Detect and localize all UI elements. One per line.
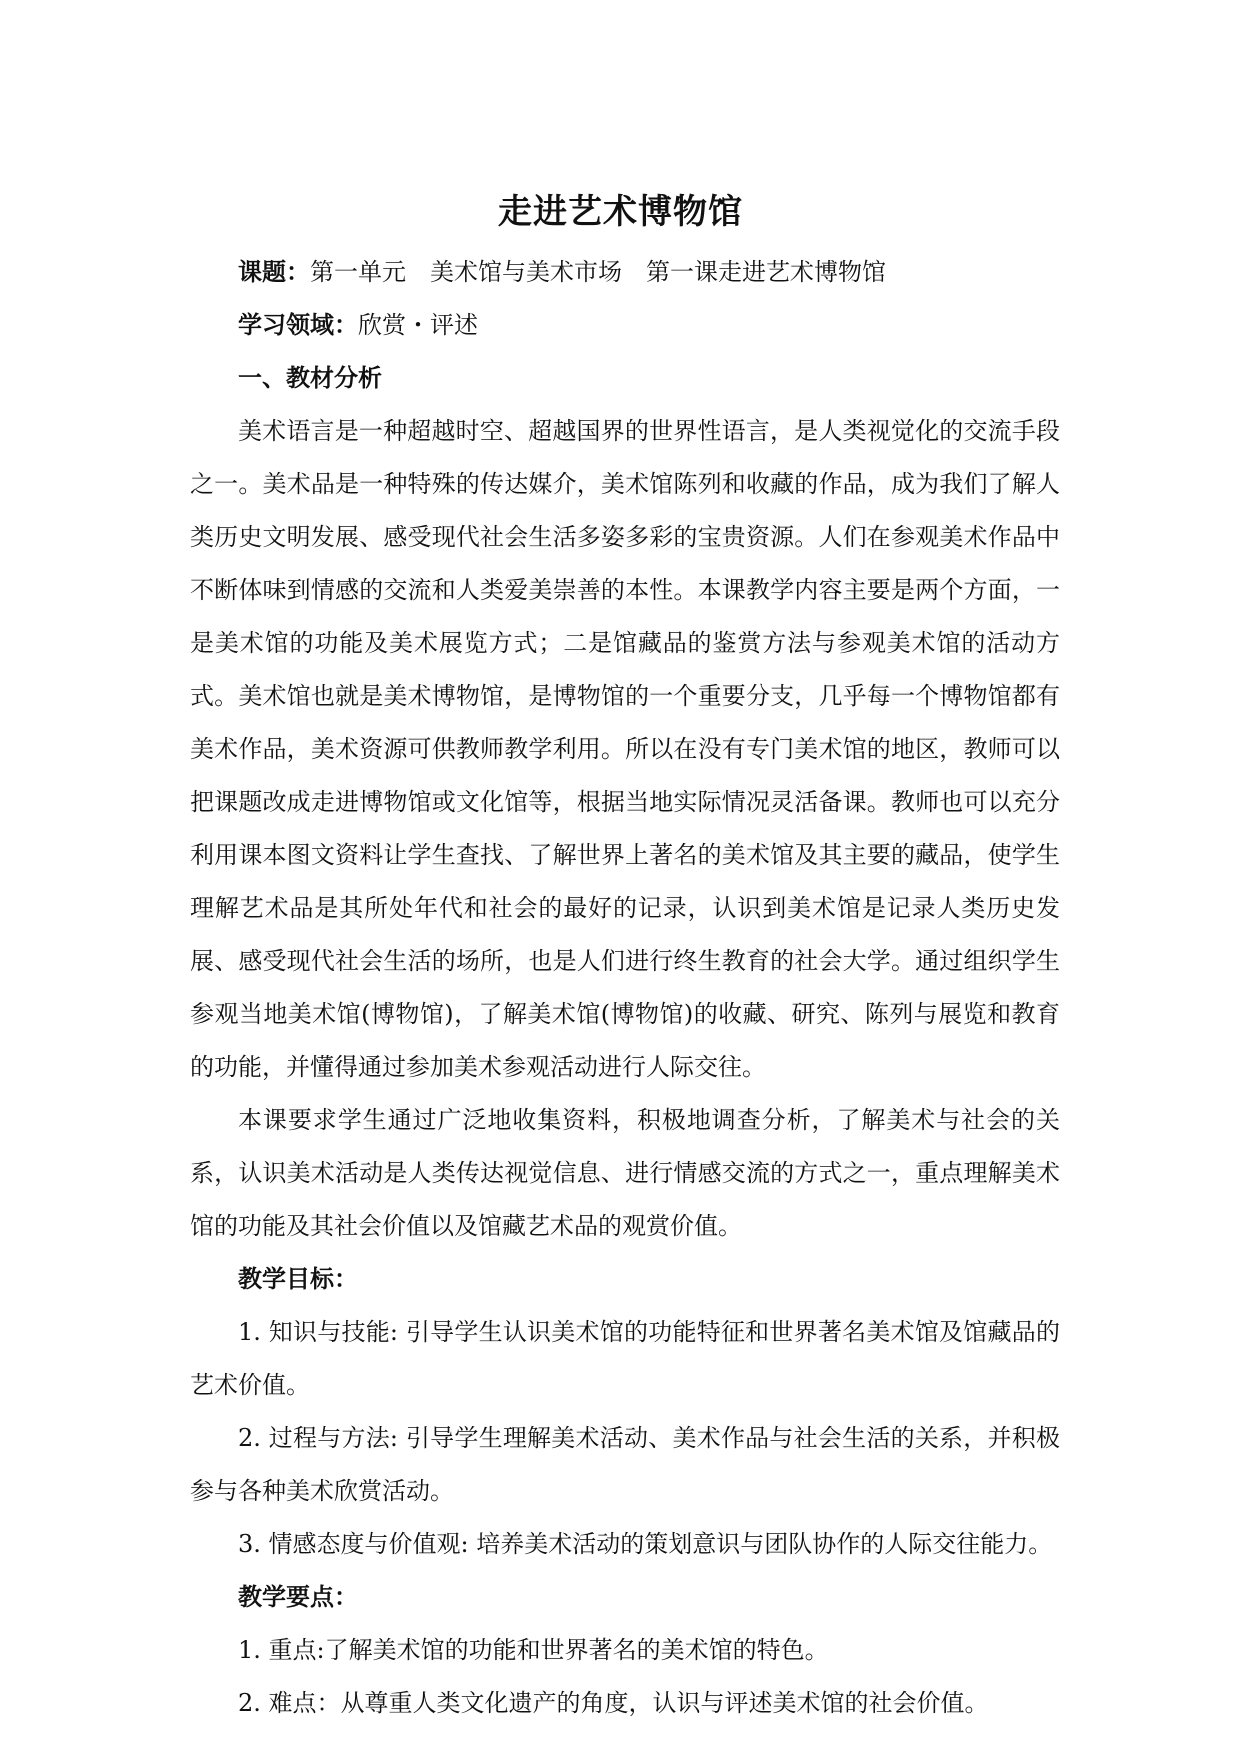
topic-label: 课题： (238, 258, 310, 286)
document-title: 走进艺术博物馆 (498, 192, 743, 232)
domain-line (190, 299, 1060, 352)
domain-label: 学习领域： (238, 311, 358, 339)
goal-item-2: 2. 过程与方法: 引导学生理解美术活动、美术作品与社会生活的关系，并积极参与各种美术欣赏活动。 (190, 1424, 1060, 1505)
material-analysis-paragraph-1: 美术语言是一种超越时空、超越国界的世界性语言，是人类视觉化的交流手段之一。美术品是一种特殊的传达媒介，美术馆陈列和收藏的作品，成为我们了解人类历史文明发展、感受现代社会生活多姿多彩的宝贵资源。人们在参观美术作品中不断体味到情感的交流和人类爱美崇善的本性。本课教学内容主要是两个方面，一是美术馆的功能及美术展览方式；二是馆藏品的鉴赏方法与参观美术馆的活动方式。美术馆也就是美术博物馆，是博物馆的一个重要分支，几乎每一个博物馆都有美术作品，美术资源可供教师教学利用。所以在没有专门美术馆的地区，教师可以把课题改成走进博物馆或文化馆等，根据当地实际情况灵活备课。教师也可以充分利用课本图文资料让学生查找、了解世界上著名的美术馆及其主要的藏品，使学生理解艺术品是其所处年代和社会的最好的记录，认识到美术馆是记录人类历史发展、感受现代社会生活的场所，也是人们进行终生教育的社会大学。通过组织学生参观当地美术馆(博物馆)，了解美术馆(博物馆)的收藏、研究、陈列与展览和教育的功能，并懂得通过参加美术参观活动进行人际交往。 (190, 417, 1060, 1081)
section-heading-key-points: 教学要点： (238, 1583, 358, 1611)
key-point-item-1: 1. 重点:了解美术馆的功能和世界著名的美术馆的特色。 (238, 1636, 829, 1664)
topic-line (190, 246, 1060, 299)
key-point-item-2: 2. 难点：从尊重人类文化遗产的角度，认识与评述美术馆的社会价值。 (238, 1689, 989, 1717)
document-body (190, 246, 1060, 1730)
section-heading-material-analysis: 一、教材分析 (238, 364, 382, 392)
domain-value: 欣赏・评述 (358, 311, 478, 339)
material-analysis-paragraph-2: 本课要求学生通过广泛地收集资料，积极地调查分析，了解美术与社会的关系，认识美术活动是人类传达视觉信息、进行情感交流的方式之一，重点理解美术馆的功能及其社会价值以及馆藏艺术品的观赏价值。 (190, 1106, 1060, 1240)
topic-value: 第一单元 美术馆与美术市场 第一课走进艺术博物馆 (310, 258, 886, 286)
goal-item-3: 3. 情感态度与价值观: 培养美术活动的策划意识与团队协作的人际交往能力。 (238, 1530, 1053, 1558)
goal-item-1: 1. 知识与技能: 引导学生认识美术馆的功能特征和世界著名美术馆及馆藏品的艺术价值。 (190, 1318, 1060, 1399)
section-heading-teaching-goals: 教学目标： (238, 1265, 358, 1293)
